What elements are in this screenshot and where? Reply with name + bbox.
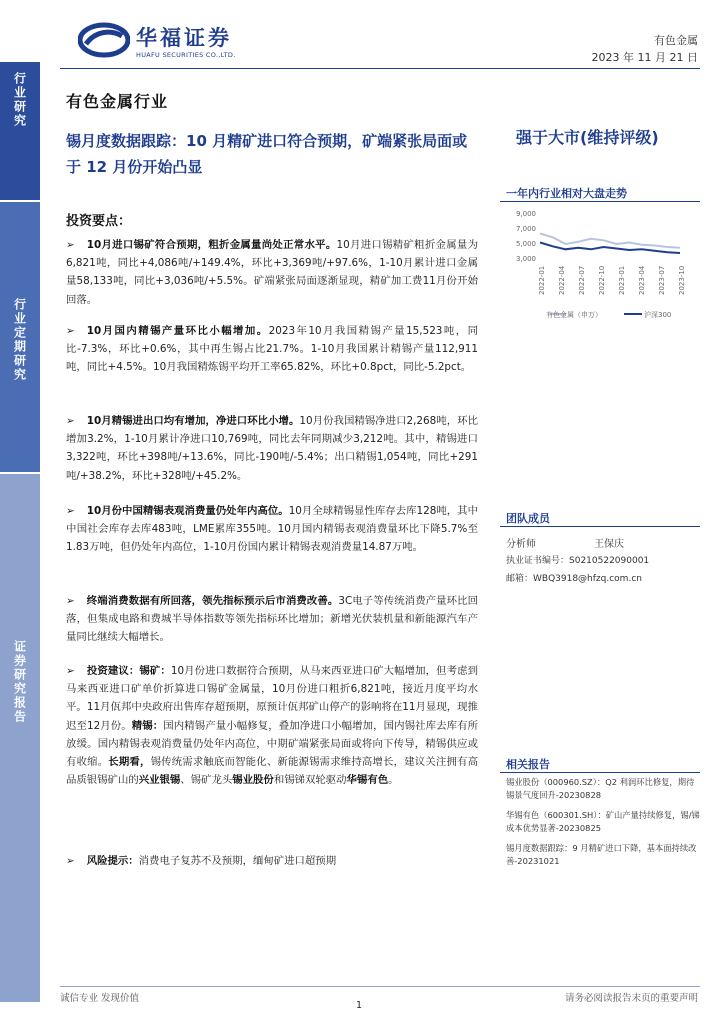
footer-rule (60, 986, 700, 987)
y-tick-label: 9,000 (515, 210, 536, 218)
series-line-nonferrous (540, 234, 680, 248)
report-date: 2023 年 11 月 21 日 (591, 51, 698, 64)
point-4 (66, 502, 478, 557)
analyst-cert: 执业证书编号：S0210522090001 (506, 556, 650, 566)
x-tick-label: 2023-07 (658, 265, 666, 295)
related-report-2[interactable]: 华锡有色（600301.SH）：矿山产量持续修复，锡/锑成本优势显著-20230825 (506, 810, 700, 833)
industry-tag: 有色金属 (654, 34, 698, 47)
y-tick-label: 3,000 (515, 255, 536, 263)
x-tick-label: 2022-04 (558, 265, 566, 295)
point-1 (66, 236, 478, 309)
legend-label-csi300: 沪深300 (644, 311, 672, 319)
x-tick-label: 2022-10 (598, 265, 606, 295)
bullet-arrow-icon: ➢ (66, 239, 75, 251)
advice-kw-long-term: 长期看， (108, 756, 151, 769)
point-3-bold: 10月精锡进出口均有增加，净进口环比小增。 (86, 415, 300, 427)
point-3-text: 10月份我国精锡净进口2,268吨，环比增加3.2%，1-10月累计净进口10,769吨，同比去年同期减少3,212吨。其中，精锡进口3,322吨，环比+398吨/+13.6%，同比-190吨/-5.4%；出口精锡1,054吨，同比+291吨/+38.2%，环比+328吨/+45.2%。 (66, 415, 478, 482)
point-2-bold: 10月国内精锡产量环比小幅增加。 (86, 325, 269, 337)
advice-text-4: 、锡矿龙头 (180, 774, 233, 787)
sidebar-block-report (0, 474, 40, 1002)
invest-heading: 投资要点： (66, 214, 132, 229)
point-2-text: 2023年10月我国精锡产量15,523吨，同比-7.3%，环比+0.6%，其中再生锡占比21.7%。1-10月我国累计精锡产量112,911吨，同比+4.5%。10月我国精炼锡平均开工率65.82%，环比+0.8pct，同比-5.2pct。 (66, 325, 478, 374)
bullet-arrow-icon: ➢ (66, 415, 75, 427)
team-heading-rule (500, 526, 700, 527)
advice-kw-huaxi: 华锡有色 (346, 774, 389, 787)
advice-text-6: 。 (388, 774, 399, 787)
bullet-arrow-icon: ➢ (66, 665, 75, 677)
advice-kw-xingye: 兴业银锡 (138, 774, 181, 787)
related-report-3[interactable]: 锡月度数据跟踪：9 月精矿进口下降，基本面持续改善-20231021 (506, 843, 697, 866)
section-title: 有色金属行业 (66, 92, 169, 111)
left-sidebar (0, 62, 40, 1002)
analyst-name: 王保庆 (594, 539, 624, 550)
y-tick-label: 5,000 (515, 240, 536, 248)
point-5-bold: 终端消费数据有所回落，领先指标预示后市消费改善。 (86, 595, 339, 607)
point-4-bold: 10月份中国精锡表观消费量仍处年内高位。 (86, 505, 289, 517)
report-title: 锡月度数据跟踪：10 月精矿进口符合预期，矿端紧张局面或于 12 月份开始凸显 (66, 132, 468, 176)
header-rule (60, 68, 700, 69)
advice-label: 投资建议： (86, 665, 140, 677)
advice-kw-refined-tin: 精锡： (131, 719, 164, 732)
analyst-email: 邮箱：WBQ3918@hfzq.com.cn (506, 574, 642, 584)
point-1-bold: 10月进口锡矿符合预期，粗折金属量尚处正常水平。 (86, 239, 337, 251)
risk-warning (66, 852, 478, 870)
sidebar-text-industry: 行业研究 (12, 72, 27, 128)
chart-heading: 一年内行业相对大盘走势 (506, 187, 627, 200)
chart-heading-rule (500, 201, 700, 202)
y-tick-label: 7,000 (515, 225, 536, 233)
sidebar-block-industry (0, 62, 40, 200)
point-2 (66, 322, 478, 377)
team-heading: 团队成员 (506, 512, 550, 525)
risk-label: 风险提示： (86, 855, 139, 867)
company-logo (78, 20, 236, 60)
analyst-role: 分析师 (506, 539, 536, 550)
page-number: 1 (356, 1000, 363, 1011)
risk-text: 消费电子复苏不及预期，缅甸矿进口超预期 (138, 855, 337, 867)
point-5-text: 3C电子等传统消费产量环比回落，但集成电路和费城半导体指数等领先指标环比增加；新增光伏装机量和新能源汽车产量同比继续大幅增长。 (66, 595, 478, 644)
bullet-arrow-icon: ➢ (66, 505, 75, 517)
point-4-text: 10月全球精锡显性库存去库128吨，其中中国社会库存去库483吨，LME累库355吨。10月国内精锡表观消费量环比下降5.7%至1.83万吨，但仍处年内高位，1-10月份国内累计精锡表观消费量14.87万吨。 (66, 505, 478, 554)
bullet-arrow-icon: ➢ (66, 595, 75, 607)
advice-text-3: 锡传统需求触底而智能化、新能源锡需求维持高增长，建议关注拥有高品质银锡矿山的 (66, 756, 479, 787)
point-1-text: 10月进口锡精矿粗折金属量为6,821吨，同比+4,086吨/+149.4%，环比+3,369吨/+97.6%，1-10月累计进口金属量58,133吨，同比+3,036吨/+5.5%。矿端紧张局面逐渐显现，精矿加工费11月份开始回落。 (66, 239, 478, 306)
bullet-arrow-icon: ➢ (66, 855, 75, 867)
logo-name-cn: 华福证券 (136, 26, 232, 50)
bullet-arrow-icon: ➢ (66, 325, 75, 337)
advice-text-1: 10月份进口数据符合预期，从马来西亚进口矿大幅增加，但考虑到马来西亚进口矿单价折算进口锡矿金属量，10月份进口粗折6,821吨，接近月度平均水平。11月佤邦中央政府出售库存超预期，原预计佤邦矿山停产的影响将在11月显现，现推迟至12月份。 (66, 665, 479, 732)
sidebar-text-periodic: 行业定期研究 (12, 298, 27, 382)
point-3 (66, 412, 478, 485)
advice-text-2: 国内精锡产量小幅修复，叠加净进口小幅增加，国内锡社库去库有所放缓。国内精锡表观消费量仍处年内高位，中期矿端紧张局面或将向下传导，精锡供应或有收缩。 (66, 719, 478, 769)
x-tick-label: 2022-01 (538, 265, 546, 295)
investment-advice (66, 662, 478, 789)
footer-slogan: 诚信专业 发现价值 (60, 993, 140, 1004)
related-report-1[interactable]: 锡业股份（000960.SZ）：Q2 利润环比修复，期待锡景气度回升-20230828 (506, 777, 695, 800)
x-tick-label: 2023-04 (638, 265, 646, 295)
x-tick-label: 2023-10 (678, 265, 686, 295)
series-line-csi300 (540, 243, 680, 254)
advice-kw-tin-ore: 锡矿： (139, 665, 171, 677)
logo-name-en: HUAFU SECURITIES CO.,LTD. (136, 51, 236, 59)
footer-disclaimer: 请务必阅读报告末页的重要声明 (564, 993, 698, 1004)
logo-mark-icon (78, 20, 130, 60)
x-tick-label: 2022-07 (578, 265, 586, 295)
x-tick-label: 2023-01 (618, 265, 626, 295)
relative-performance-chart (500, 204, 700, 324)
related-heading: 相关报告 (506, 758, 550, 771)
advice-text-5: 和锡锑双轮驱动 (273, 774, 347, 787)
advice-kw-xiye: 锡业股份 (232, 774, 274, 787)
point-5 (66, 592, 478, 647)
sidebar-block-periodic (0, 202, 40, 472)
rating: 强于大市(维持评级) (516, 128, 659, 147)
legend-label-nonferrous: 有色金属（申万） (546, 311, 602, 319)
related-heading-rule (500, 772, 700, 773)
sidebar-text-report: 证券研究报告 (12, 640, 27, 724)
